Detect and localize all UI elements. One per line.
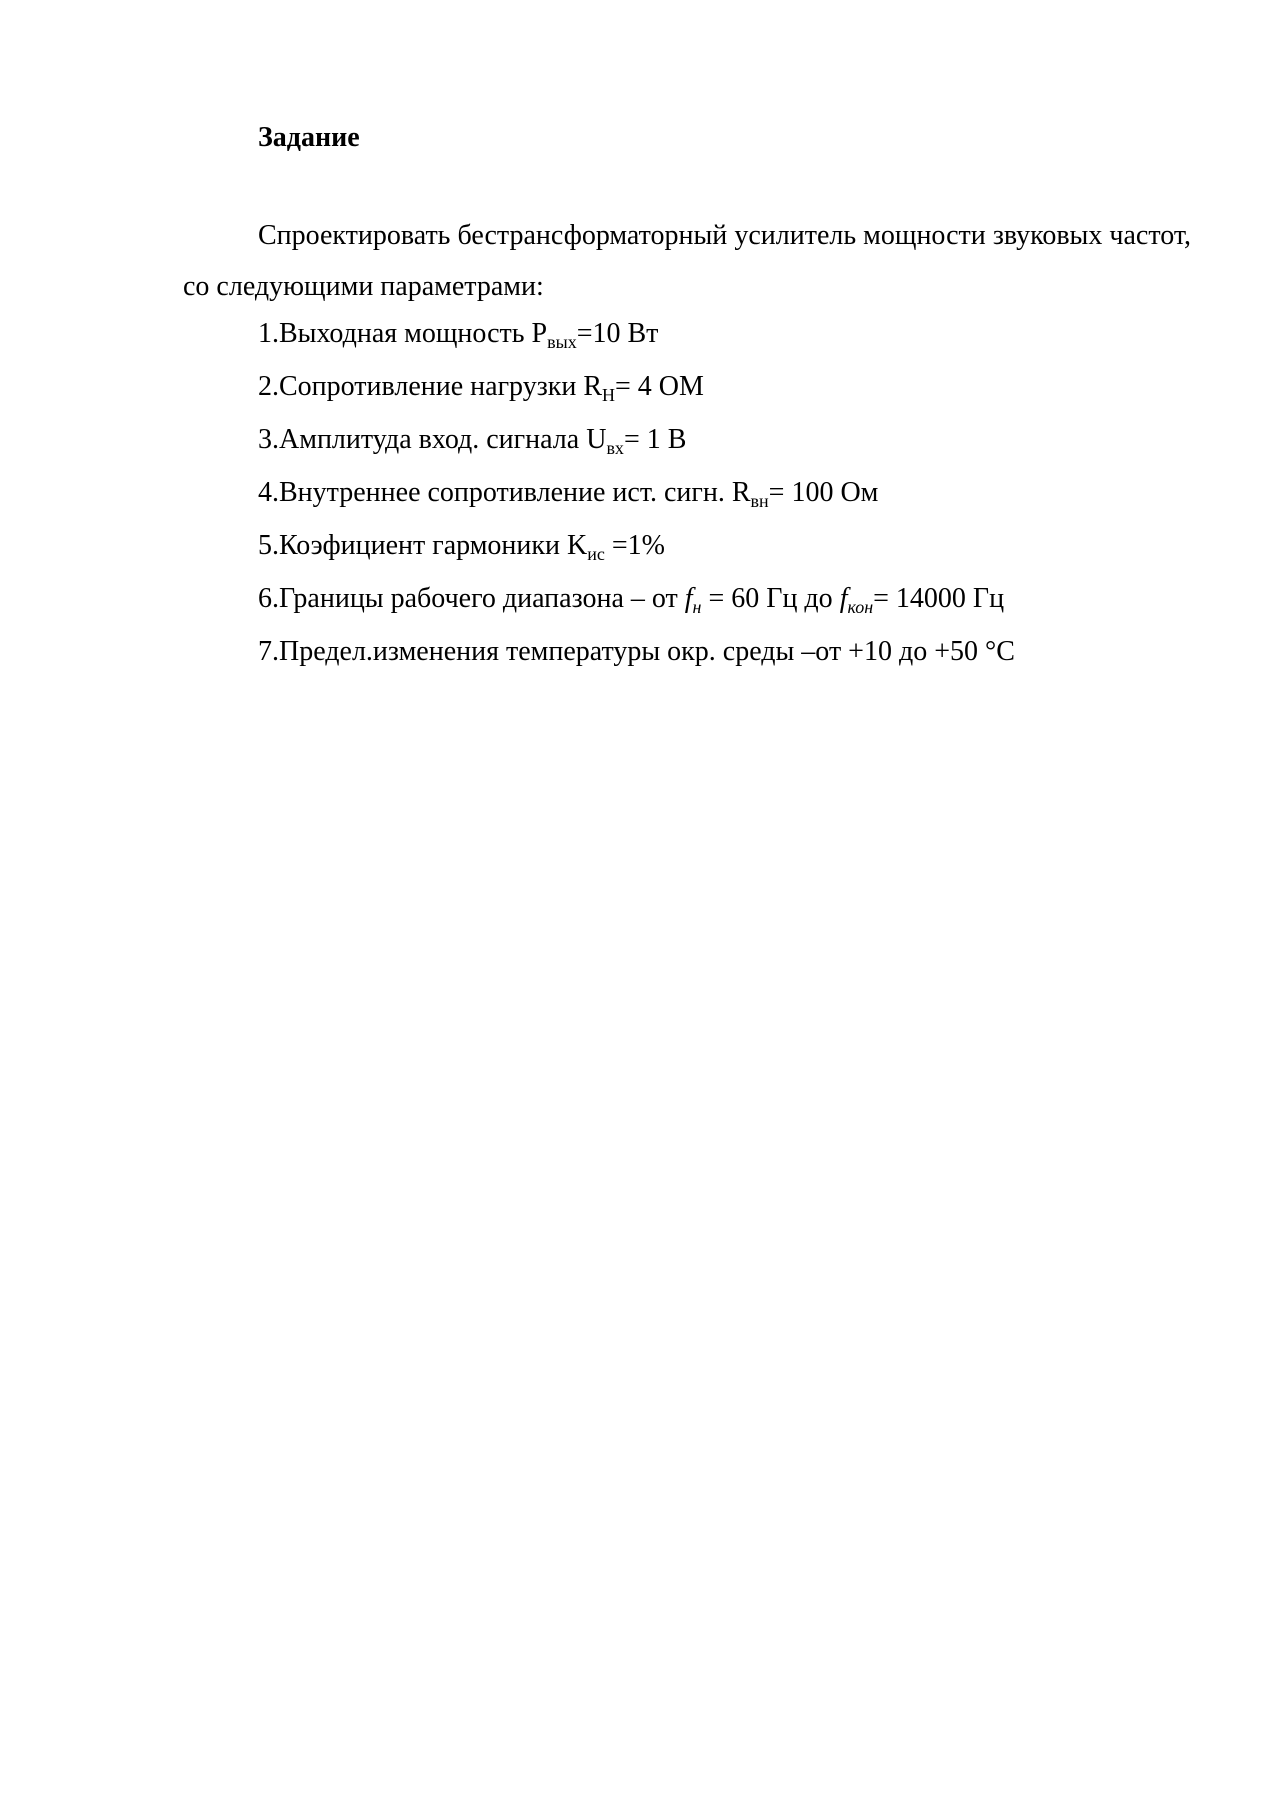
parameter-text: 5.Коэфициент гармоники K [258,530,588,561]
parameter-text: 4.Внутреннее сопротивление ист. сигн. R [258,477,751,508]
document-title: Задание [258,122,360,153]
parameter-value: = 1 В [623,424,687,455]
parameter-subscript: ис [587,544,605,564]
parameter-value: =1% [604,530,665,561]
parameter-item-harmonic-coefficient [258,519,1015,572]
parameter-item-temperature-range [258,625,1015,678]
parameter-item-load-resistance [258,360,1015,413]
parameter-subscript: вых [547,332,577,352]
parameter-item-frequency-range [258,572,1015,625]
parameter-value: = 4 OM [615,371,704,402]
parameter-item-input-amplitude [258,413,1015,466]
intro-paragraph: Спроектировать бестрансформаторный усилитель мощности звуковых частот, со следующими параметрами: [183,220,1191,302]
parameter-subscript: вн [750,491,769,511]
parameter-text: 1.Выходная мощность P [258,318,548,349]
frequency-symbol-low: f [684,583,693,614]
frequency-symbol-high: f [839,583,848,614]
parameter-value-high: = 14000 Гц [873,583,1005,614]
parameter-item-source-resistance [258,466,1015,519]
parameter-value: = 100 Ом [768,477,879,508]
parameter-item-output-power [258,307,1015,360]
parameter-text: 2.Сопротивление нагрузки R [258,371,603,402]
parameter-subscript: H [602,385,616,405]
parameter-list [258,307,1015,678]
parameter-value: =10 Вт [576,318,659,349]
frequency-subscript-low: н [692,597,702,617]
parameter-text: 3.Амплитуда вход. сигнала U [258,424,607,455]
parameter-subscript: вх [606,438,624,458]
parameter-text: 7.Предел.изменения температуры окр. среды –от +10 до +50 °С [258,636,1015,667]
frequency-subscript-high: кон [847,597,874,617]
parameter-text: 6.Границы рабочего диапазона – от [258,583,685,614]
parameter-value-low: = 60 Гц до [701,583,840,614]
